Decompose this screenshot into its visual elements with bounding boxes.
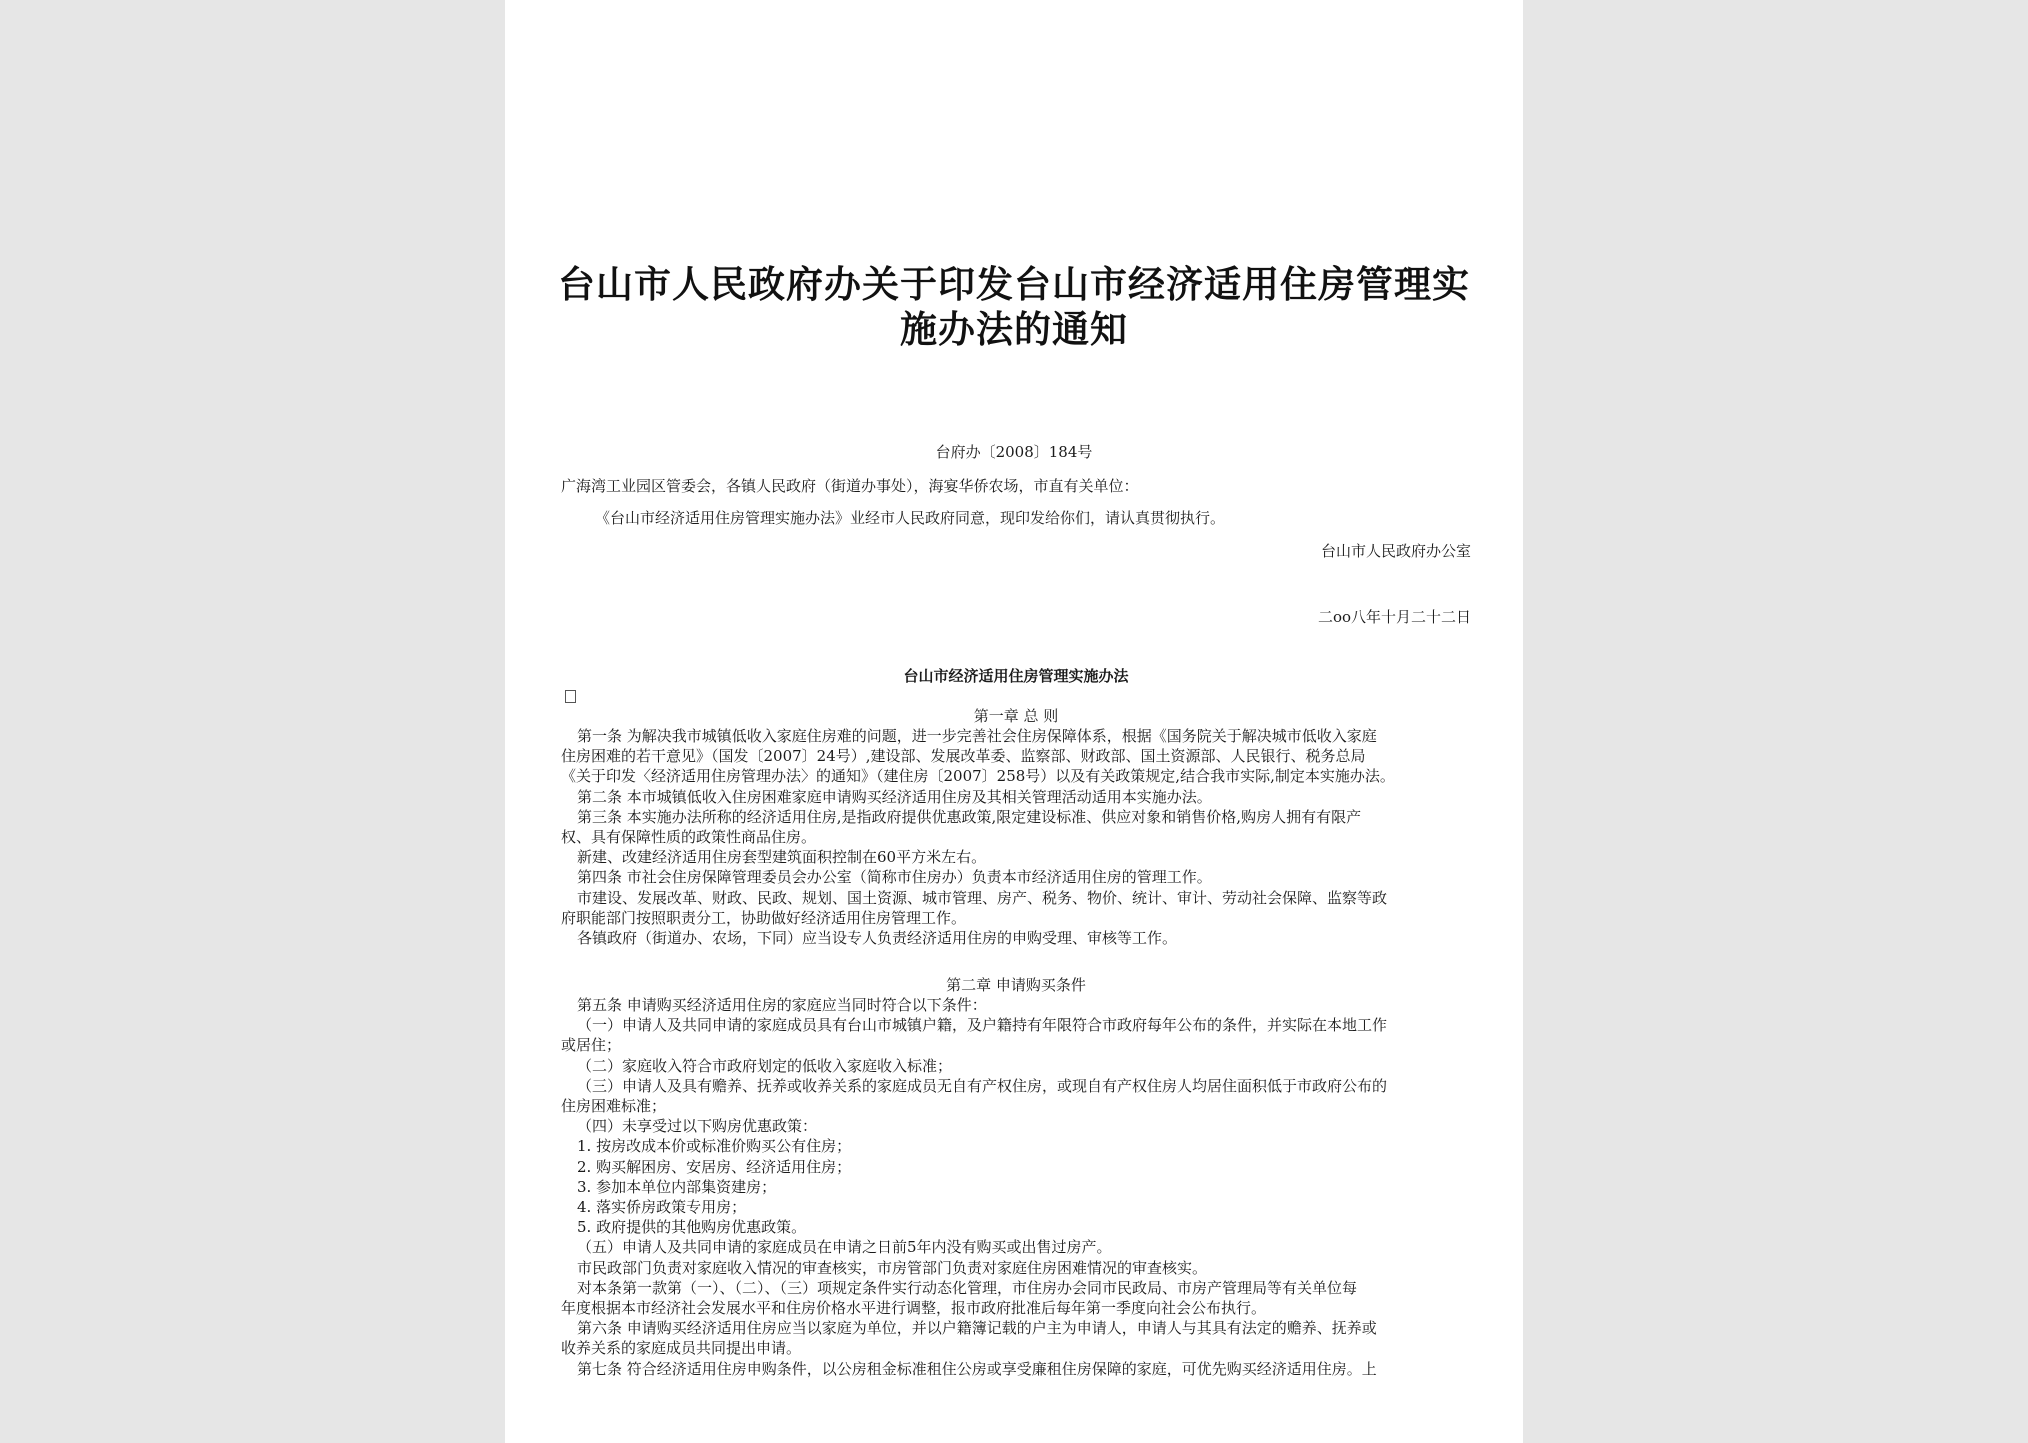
chapter-1-heading: 第一章 总 则 [973,707,1059,725]
document-page [505,0,1523,1443]
paragraph-line: 4. 落实侨房政策专用房； [577,1198,747,1216]
paragraph-line: 《关于印发〈经济适用住房管理办法〉的通知》（建住房〔2007〕258号）以及有关政策规定,结合我市实际,制定本实施办法。 [561,767,1395,786]
paragraph-line: 或居住； [561,1036,622,1055]
title-line-1: 台山市人民政府办关于印发台山市经济适用住房管理实 [558,262,1470,306]
paragraph-line: 收养关系的家庭成员共同提出申请。 [561,1339,802,1358]
paragraph-line: 第二条 本市城镇低收入住房困难家庭申请购买经济适用住房及其相关管理活动适用本实施办法。 [577,787,1212,806]
paragraph-line: 第一条 为解决我市城镇低收入家庭住房难的问题，进一步完善社会住房保障体系，根据《国务院关于解决城市低收入家庭 [577,727,1377,745]
paragraph-line: 年度根据本市经济社会发展水平和住房价格水平进行调整，报市政府批准后每年第一季度向社会公布执行。 [561,1299,1267,1317]
paragraph-line: 市建设、发展改革、财政、民政、规划、国土资源、城市管理、房产、税务、物价、统计、审计、劳动社会保障、监察等政 [577,888,1388,907]
paragraph-line: 1. 按房改成本价或标准价购买公有住房； [577,1137,852,1156]
checkbox-marker-icon [565,690,576,703]
title-line-2: 施办法的通知 [900,307,1128,351]
paragraph-line: （三）申请人及具有赡养、抚养或收养关系的家庭成员无自有产权住房，或现自有产权住房人均居住面积低于市政府公布的 [577,1076,1388,1095]
paragraph-line: （四）未享受过以下购房优惠政策： [577,1117,818,1136]
paragraph-line: （五）申请人及共同申请的家庭成员在申请之日前5年内没有购买或出售过房产。 [577,1238,1112,1257]
paragraph-line: 第五条 申请购买经济适用住房的家庭应当同时符合以下条件： [577,996,987,1014]
issue-date: 二oo八年十月二十二日 [1317,608,1471,626]
paragraph-line: （二）家庭收入符合市政府划定的低收入家庭收入标准； [577,1056,953,1075]
paragraph-line: 2. 购买解困房、安居房、经济适用住房； [577,1157,852,1176]
document-title [545,262,1483,352]
paragraph-line: 市民政部门负责对家庭收入情况的审查核实，市房管部门负责对家庭住房困难情况的审查核实。 [577,1258,1208,1277]
paragraph-line: 住房困难标准； [561,1097,667,1115]
paragraph-line: 权、具有保障性质的政策性商品住房。 [561,828,817,846]
paragraph-line: 第四条 市社会住房保障管理委员会办公室（简称市住房办）负责本市经济适用住房的管理工作。 [577,868,1212,887]
paragraph-line: 第七条 符合经济适用住房申购条件，以公房租金标准租住公房或享受廉租住房保障的家庭，可优先购买经济适用住房。上 [577,1359,1377,1378]
paragraph-line: 各镇政府（街道办、农场，下同）应当设专人负责经济适用住房的申购受理、审核等工作。 [577,929,1178,947]
paragraph-line: 府职能部门按照职责分工，协助做好经济适用住房管理工作。 [561,908,967,927]
paragraph-line: 对本条第一款第（一）、（二）、（三）项规定条件实行动态化管理，市住房办会同市民政局、市房产管理局等有关单位每 [577,1278,1358,1297]
recipients-line: 广海湾工业园区管委会，各镇人民政府（街道办事处），海宴华侨农场，市直有关单位： [561,477,1139,495]
document-number: 台府办〔2008〕184号 [935,443,1093,461]
paragraph-line: （一）申请人及共同申请的家庭成员具有台山市城镇户籍，及户籍持有年限符合市政府每年公布的条件，并实际在本地工作 [577,1016,1388,1035]
paragraph-line: 3. 参加本单位内部集资建房； [577,1177,777,1196]
chapter-2-heading: 第二章 申请购买条件 [946,976,1086,994]
paragraph-line: 住房困难的若干意见》（国发〔2007〕24号）,建设部、发展改革委、监察部、财政部、国土资源部、人民银行、税务总局 [561,747,1366,766]
paragraph-line: 新建、改建经济适用住房套型建筑面积控制在60平方米左右。 [577,848,987,867]
section-title: 台山市经济适用住房管理实施办法 [903,667,1129,685]
paragraph-line: 第六条 申请购买经济适用住房应当以家庭为单位，并以户籍簿记载的户主为申请人，申请人与其具有法定的赡养、抚养或 [577,1319,1377,1338]
paragraph-line: 第三条 本实施办法所称的经济适用住房,是指政府提供优惠政策,限定建设标准、供应对象和销售价格,购房人拥有有限产 [577,807,1362,826]
issuer: 台山市人民政府办公室 [1320,542,1471,560]
paragraph-line: 5. 政府提供的其他购房优惠政策。 [577,1218,807,1237]
notice-body: 《台山市经济适用住房管理实施办法》业经市人民政府同意，现印发给你们，请认真贯彻执行。 [595,509,1226,527]
